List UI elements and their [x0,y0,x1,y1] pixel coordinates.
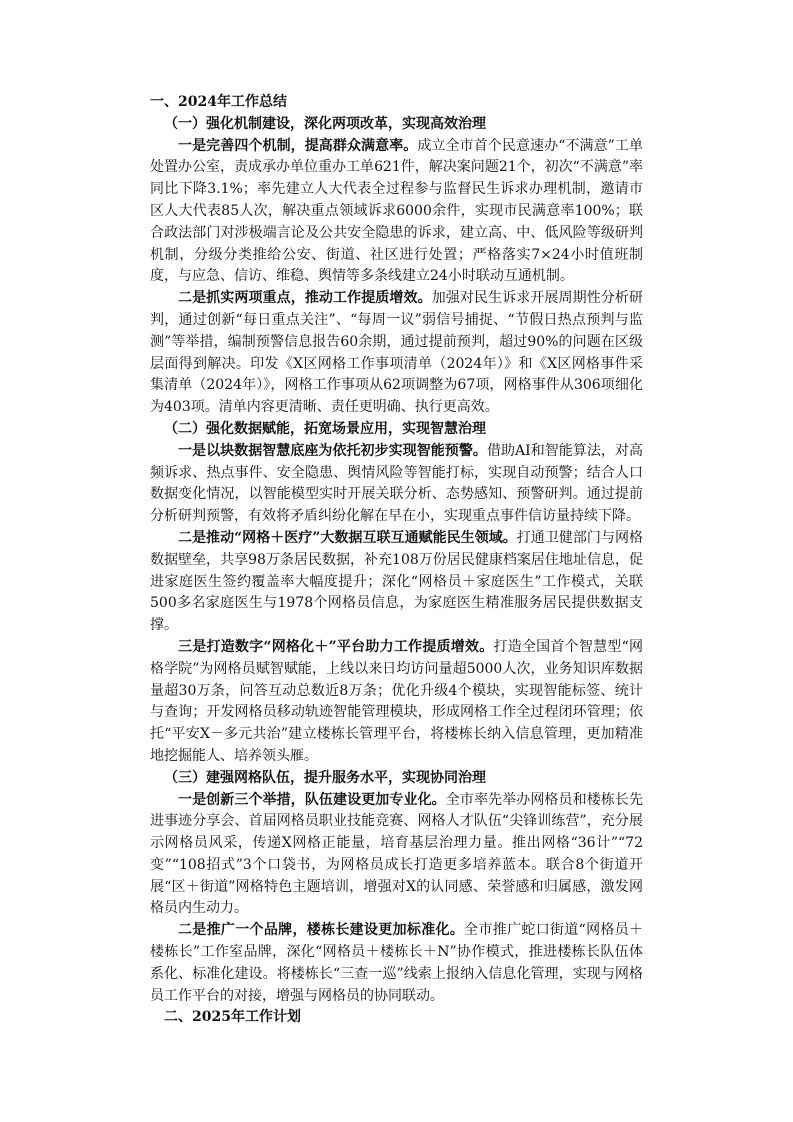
paragraph [150,136,643,289]
paragraph [150,288,643,419]
paragraph [150,637,643,768]
paragraph [150,441,643,528]
heading-summary: 一、2024年工作总结 [150,94,287,110]
section-heading-1: （一）强化机制建设，深化两项改革，实现高效治理 [164,115,486,132]
paragraph-text: 全市推广蛇口街道“网格员＋楼栋长”工作室品牌，深化“网格员＋楼栋长＋N”协作模式，推进楼栋长队伍体系化、标准化建设。将楼栋长“三查一巡”线索上报纳入信息化管理，实现与网格员工作平台的对接，增强与网格员的协同联动。 [150,922,643,1004]
paragraph-lead: 二是推动“网格＋医疗”大数据互联互通赋能民生领域。 [178,529,517,546]
paragraph-text: 打造全国首个智慧型“网格学院”为网格员赋智赋能，上线以来日均访问量超5000人次，业务知识库数据量超30万条，问答互动总数近8万条；优化升级4个模块，实现智能标签、统计与查询；开发网格员移动轨迹智能管理模块，形成网格工作全过程闭环管理；依托“平安X－多元共治”建立楼栋长管理平台，将楼栋长纳入信息管理，更加精准地挖掘能人、培养领头雁。 [150,638,643,764]
paragraph-lead: 一是完善四个机制，提高群众满意率。 [178,137,418,154]
paragraph [150,790,643,921]
paragraph-text: 成立全市首个民意速办“不满意”工单处置办公室，责成承办单位重办工单621件，解决案问题21个，初次“不满意”率同比下降3.1%；率先建立人大代表全过程参与监督民生诉求办理机制，邀请市区人大代表85人次，解决重点领域诉求6000余件，实现市民满意率100%；联合政法部门对涉极端言论及公共安全隐患的诉求，建立高、中、低风险等级研判机制，分级分类推给公安、街道、社区进行处置；严格落实7×24小时值班制度，与应急、信访、维稳、舆情等多条线建立24小时联动互通机制。 [150,137,643,285]
paragraph-text: 借助AI和智能算法，对高频诉求、热点事件、安全隐患、舆情风险等智能打标，实现自动预警；结合人口数据变化情况，以智能模型实时开展关联分析、态势感知、预警研判。通过提前分析研判预警，有效将矛盾纠纷化解在早在小，实现重点事件信访量持续下降。 [150,442,644,525]
section-heading-2: （二）强化数据赋能，拓宽场景应用，实现智慧治理 [164,420,486,437]
paragraph-text: 打通卫健部门与网格数据壁垒，共享98万条居民数据，补充108万份居民健康档案居住地址信息，促进家庭医生签约覆盖率大幅度提升；深化“网格员＋家庭医生”工作模式，关联500多名家庭医生与1978个网格员信息，为家庭医生精准服务居民提供数据支撑。 [150,529,643,634]
paragraph [150,528,643,637]
section-heading-3: （三）建强网格队伍，提升服务水平，实现协同治理 [164,769,486,786]
paragraph-text: 加强对民生诉求开展周期性分析研判，通过创新“每日重点关注”、“每周一议”弱信号捕捉、“节假日热点预判与监测”等举措，编制预警信息报告60余期，通过提前预判，超过90%的问题在区级层面得到解决。印发《X区网格工作事项清单（2024年）》和《X区网格事件采集清单（2024年）》，网格工作事项从62项调整为67项，网格事件从306项细化为403项。清单内容更清晰、责任更明确、执行更高效。 [150,290,643,416]
paragraph-text: 全市率先举办网格员和楼栋长先进事迹分享会、首届网格员职业技能竞赛、网格人才队伍“尖锋训练营”，充分展示网格员风采，传递X网格正能量，培育基层治理力量。推出网格“36计”“72变”“108招式”3个口袋书，为网格员成长打造更多培养蓝本。联合8个街道开展“区＋街道”网格特色主题培训，增强对X的认同感、荣誉感和归属感，激发网格员内生动力。 [150,791,643,917]
paragraph-lead: 一是以块数据智慧底座为依托初步实现智能预警。 [178,442,487,459]
paragraph-lead: 二是推广一个品牌，楼栋长建设更加标准化。 [178,922,465,939]
paragraph-lead: 二是抓实两项重点，推动工作提质增效。 [178,290,432,307]
paragraph [150,920,643,1007]
paragraph-lead: 三是打造数字“网格化＋”平台助力工作提质增效。 [178,638,494,655]
heading-plan: 二、2025年工作计划 [164,1009,301,1026]
paragraph-lead: 一是创新三个举措，队伍建设更加专业化。 [178,791,446,808]
